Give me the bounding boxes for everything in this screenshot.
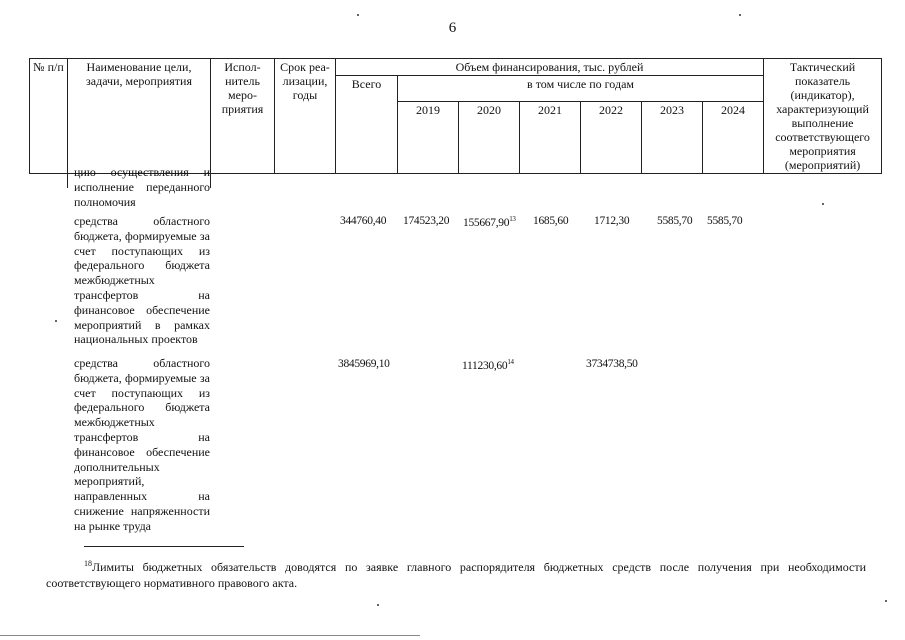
page-number: 6: [448, 20, 457, 36]
header-year-2022: 2022: [581, 102, 642, 174]
cell-2020: 111230,60$^{14}$: [462, 358, 514, 372]
header-year-2024: 2024: [703, 102, 764, 174]
cell-2023: 5585,70: [657, 215, 693, 227]
scan-speck: [357, 14, 359, 16]
header-by-year: в том числе по годам: [398, 76, 764, 102]
footnote-text: Лимиты бюджетных обязательств доводятся по заявке главного распорядителя бюджетных средств после получения при необходимости соответствующего нормативного правового акта.: [46, 560, 866, 590]
row-description: средства областного бюджета, формируемые за счет поступающих из федерального бюджета межбюджетных трансфертов на финансовое обеспечение мероприятий в рамках национальных проектов: [74, 214, 210, 347]
cell-2020: 155667,90$^{13}$: [463, 215, 516, 229]
header-period: Срок реа-лизации, годы: [275, 59, 336, 174]
cell-total: 344760,40: [340, 215, 387, 227]
cell-2022: 3734738,50: [586, 358, 638, 370]
page-edge-line: [0, 635, 420, 636]
row-description: цию осуществления и исполнение переданного полномочия: [74, 165, 210, 209]
cell-2024: 5585,70: [707, 215, 743, 227]
footnote-mark: 18: [84, 559, 92, 568]
header-year-2021: 2021: [520, 102, 581, 174]
scan-speck: [377, 604, 379, 606]
scan-speck: [739, 14, 741, 16]
header-year-2023: 2023: [642, 102, 703, 174]
header-executor: Испол-нитель меро-приятия: [211, 59, 275, 174]
header-indicator: Тактический показатель (индикатор), характеризующий выполнение соответствующего мероприятия (мероприятий): [764, 59, 882, 174]
cell-2021: 1685,60: [533, 215, 569, 227]
row-description: средства областного бюджета, формируемые за счет поступающих из федерального бюджета межбюджетных трансфертов на финансовое обеспечение дополнительных мероприятий, направленных на снижение напряженности на рынке труда: [74, 356, 210, 533]
scan-speck: [822, 203, 824, 205]
header-total: Всего: [336, 76, 398, 174]
cell-2019: 174523,20: [403, 215, 450, 227]
scan-speck: [55, 320, 57, 322]
header-funding: Объем финансирования, тыс. рублей: [336, 59, 764, 76]
header-year-2019: 2019: [398, 102, 459, 174]
header-num: № п/п: [30, 59, 68, 174]
footnote-ref[interactable]: 13: [509, 215, 516, 223]
footnote-ref[interactable]: 14: [507, 358, 514, 366]
footnote: [46, 556, 866, 591]
header-name: Наименование цели, задачи, мероприятия: [68, 59, 211, 174]
cell-total: 3845969,10: [338, 358, 390, 370]
footnote-separator: [84, 546, 244, 547]
scan-speck: [885, 600, 887, 602]
cell-2022: 1712,30: [594, 215, 630, 227]
header-year-2020: 2020: [459, 102, 520, 174]
